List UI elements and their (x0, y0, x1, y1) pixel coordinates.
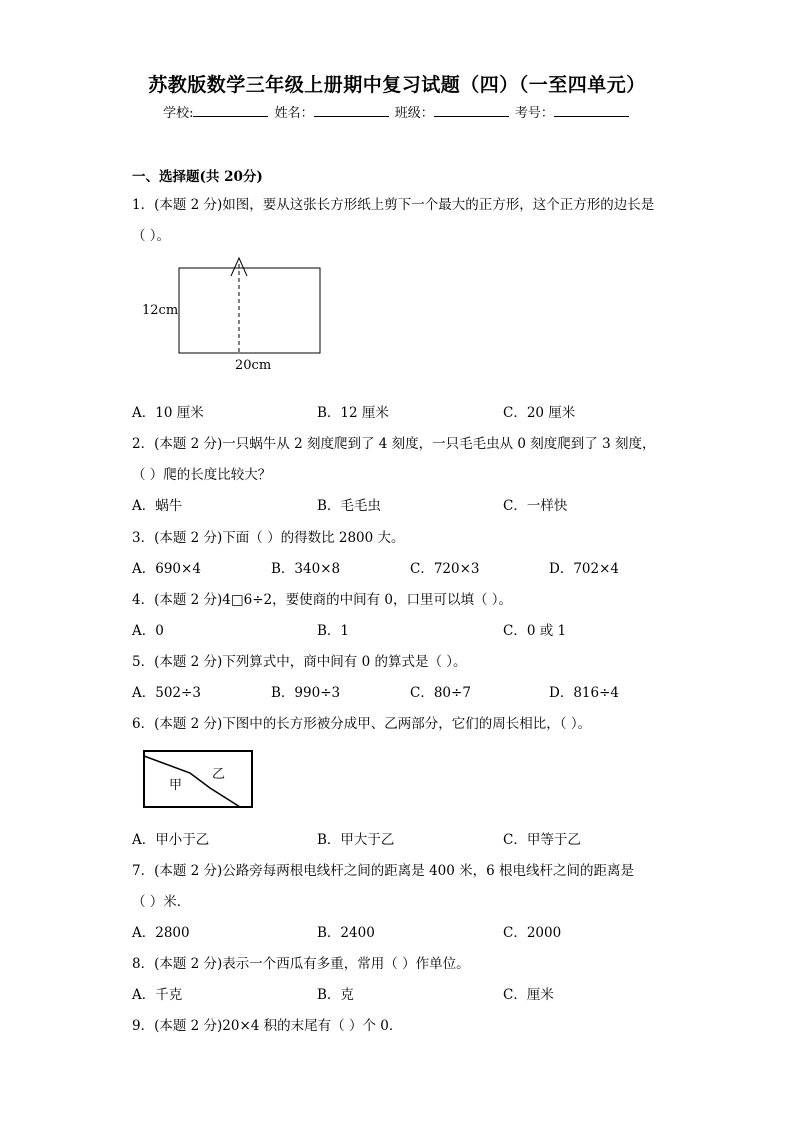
question-1-text: 1．(本题 2 分)如图，要从这张长方形纸上剪下一个最大的正方形，这个正方形的边长是 (132, 197, 655, 213)
width-label: 20cm (235, 358, 272, 373)
question-1-option-c[interactable]: C．20 厘米 (503, 405, 576, 421)
question-4-option-b[interactable]: B．1 (317, 623, 350, 639)
class-blank (434, 104, 509, 117)
question-3-option-a[interactable]: A．690×4 (132, 561, 201, 577)
question-2-text-cont: （ ）爬的长度比较大？ (132, 467, 272, 483)
student-info-line (0, 102, 794, 121)
dividing-line (144, 756, 240, 807)
question-4-text: 4．(本题 2 分)4□6÷2，要使商的中间有 0，口里可以填（ ）。 (132, 592, 513, 608)
question-1-text-cont: （ ）。 (132, 228, 171, 244)
school-label: 学校: (163, 106, 194, 121)
question-5-option-b[interactable]: B．990÷3 (271, 685, 341, 701)
question-5-option-d[interactable]: D．816÷4 (549, 685, 619, 701)
page-title: 苏教版数学三年级上册期中复习试题（四）（一至四单元） (148, 74, 646, 96)
question-8-text: 8．(本题 2 分)表示一个西瓜有多重，常用（ ）作单位。 (132, 956, 470, 972)
question-9-text: 9．(本题 2 分)20×4 积的末尾有（ ）个 0． (132, 1018, 403, 1034)
question-7-text: 7．(本题 2 分)公路旁每两根电线杆之间的距离是 400 米，6 根电线杆之间的距离是 (132, 863, 635, 879)
question-6-figure (140, 748, 258, 812)
question-3-option-c[interactable]: C．720×3 (410, 561, 480, 577)
height-label: 12cm (142, 303, 179, 318)
question-1-option-a[interactable]: A．10 厘米 (132, 405, 204, 421)
question-7-option-a[interactable]: A．2800 (132, 925, 190, 941)
question-3-option-b[interactable]: B．340×8 (271, 561, 341, 577)
question-5-text: 5．(本题 2 分)下列算式中，商中间有 0 的算式是（ ）。 (132, 654, 467, 670)
question-7-option-c[interactable]: C．2000 (503, 925, 562, 941)
part-b-label: 乙 (212, 767, 226, 782)
rectangle-paper (179, 268, 320, 353)
question-5-option-c[interactable]: C．80÷7 (410, 685, 471, 701)
question-2-option-b[interactable]: B．毛毛虫 (317, 498, 381, 514)
section-heading: 一、选择题(共 20分) (132, 169, 263, 185)
question-6-option-a[interactable]: A．甲小于乙 (132, 832, 210, 848)
question-7-text-cont: （ ）米． (132, 894, 191, 910)
question-4-option-c[interactable]: C．0 或 1 (503, 623, 567, 639)
question-2-option-c[interactable]: C．一样快 (503, 498, 568, 514)
question-6-text: 6．(本题 2 分)下图中的长方形被分成甲、乙两部分，它们的周长相比，（ ）。 (132, 716, 592, 732)
question-2-option-a[interactable]: A．蜗牛 (132, 498, 183, 514)
question-8-option-c[interactable]: C．厘米 (503, 987, 554, 1003)
question-2-text: 2．(本题 2 分)一只蜗牛从 2 刻度爬到了 4 刻度，一只毛毛虫从 0 刻度爬到了 3 刻度， (132, 436, 656, 452)
question-5-option-a[interactable]: A．502÷3 (132, 685, 201, 701)
number-blank (554, 104, 629, 117)
question-6-option-c[interactable]: C．甲等于乙 (503, 832, 581, 848)
class-label: 班级： (394, 106, 434, 121)
question-1-option-b[interactable]: B．12 厘米 (317, 405, 389, 421)
question-7-option-b[interactable]: B．2400 (317, 925, 375, 941)
question-6-option-b[interactable]: B．甲大于乙 (317, 832, 395, 848)
question-3-text: 3．(本题 2 分)下面（ ）的得数比 2800 大。 (132, 530, 405, 546)
question-3-option-d[interactable]: D．702×4 (549, 561, 619, 577)
question-8-option-a[interactable]: A．千克 (132, 987, 183, 1003)
name-blank (314, 104, 389, 117)
name-label: 姓名： (274, 106, 314, 121)
question-1-figure (130, 250, 340, 380)
question-4-option-a[interactable]: A．0 (132, 623, 164, 639)
question-8-option-b[interactable]: B．克 (317, 987, 354, 1003)
number-label: 考号： (514, 106, 554, 121)
part-a-label: 甲 (169, 778, 183, 793)
school-blank (193, 104, 268, 117)
